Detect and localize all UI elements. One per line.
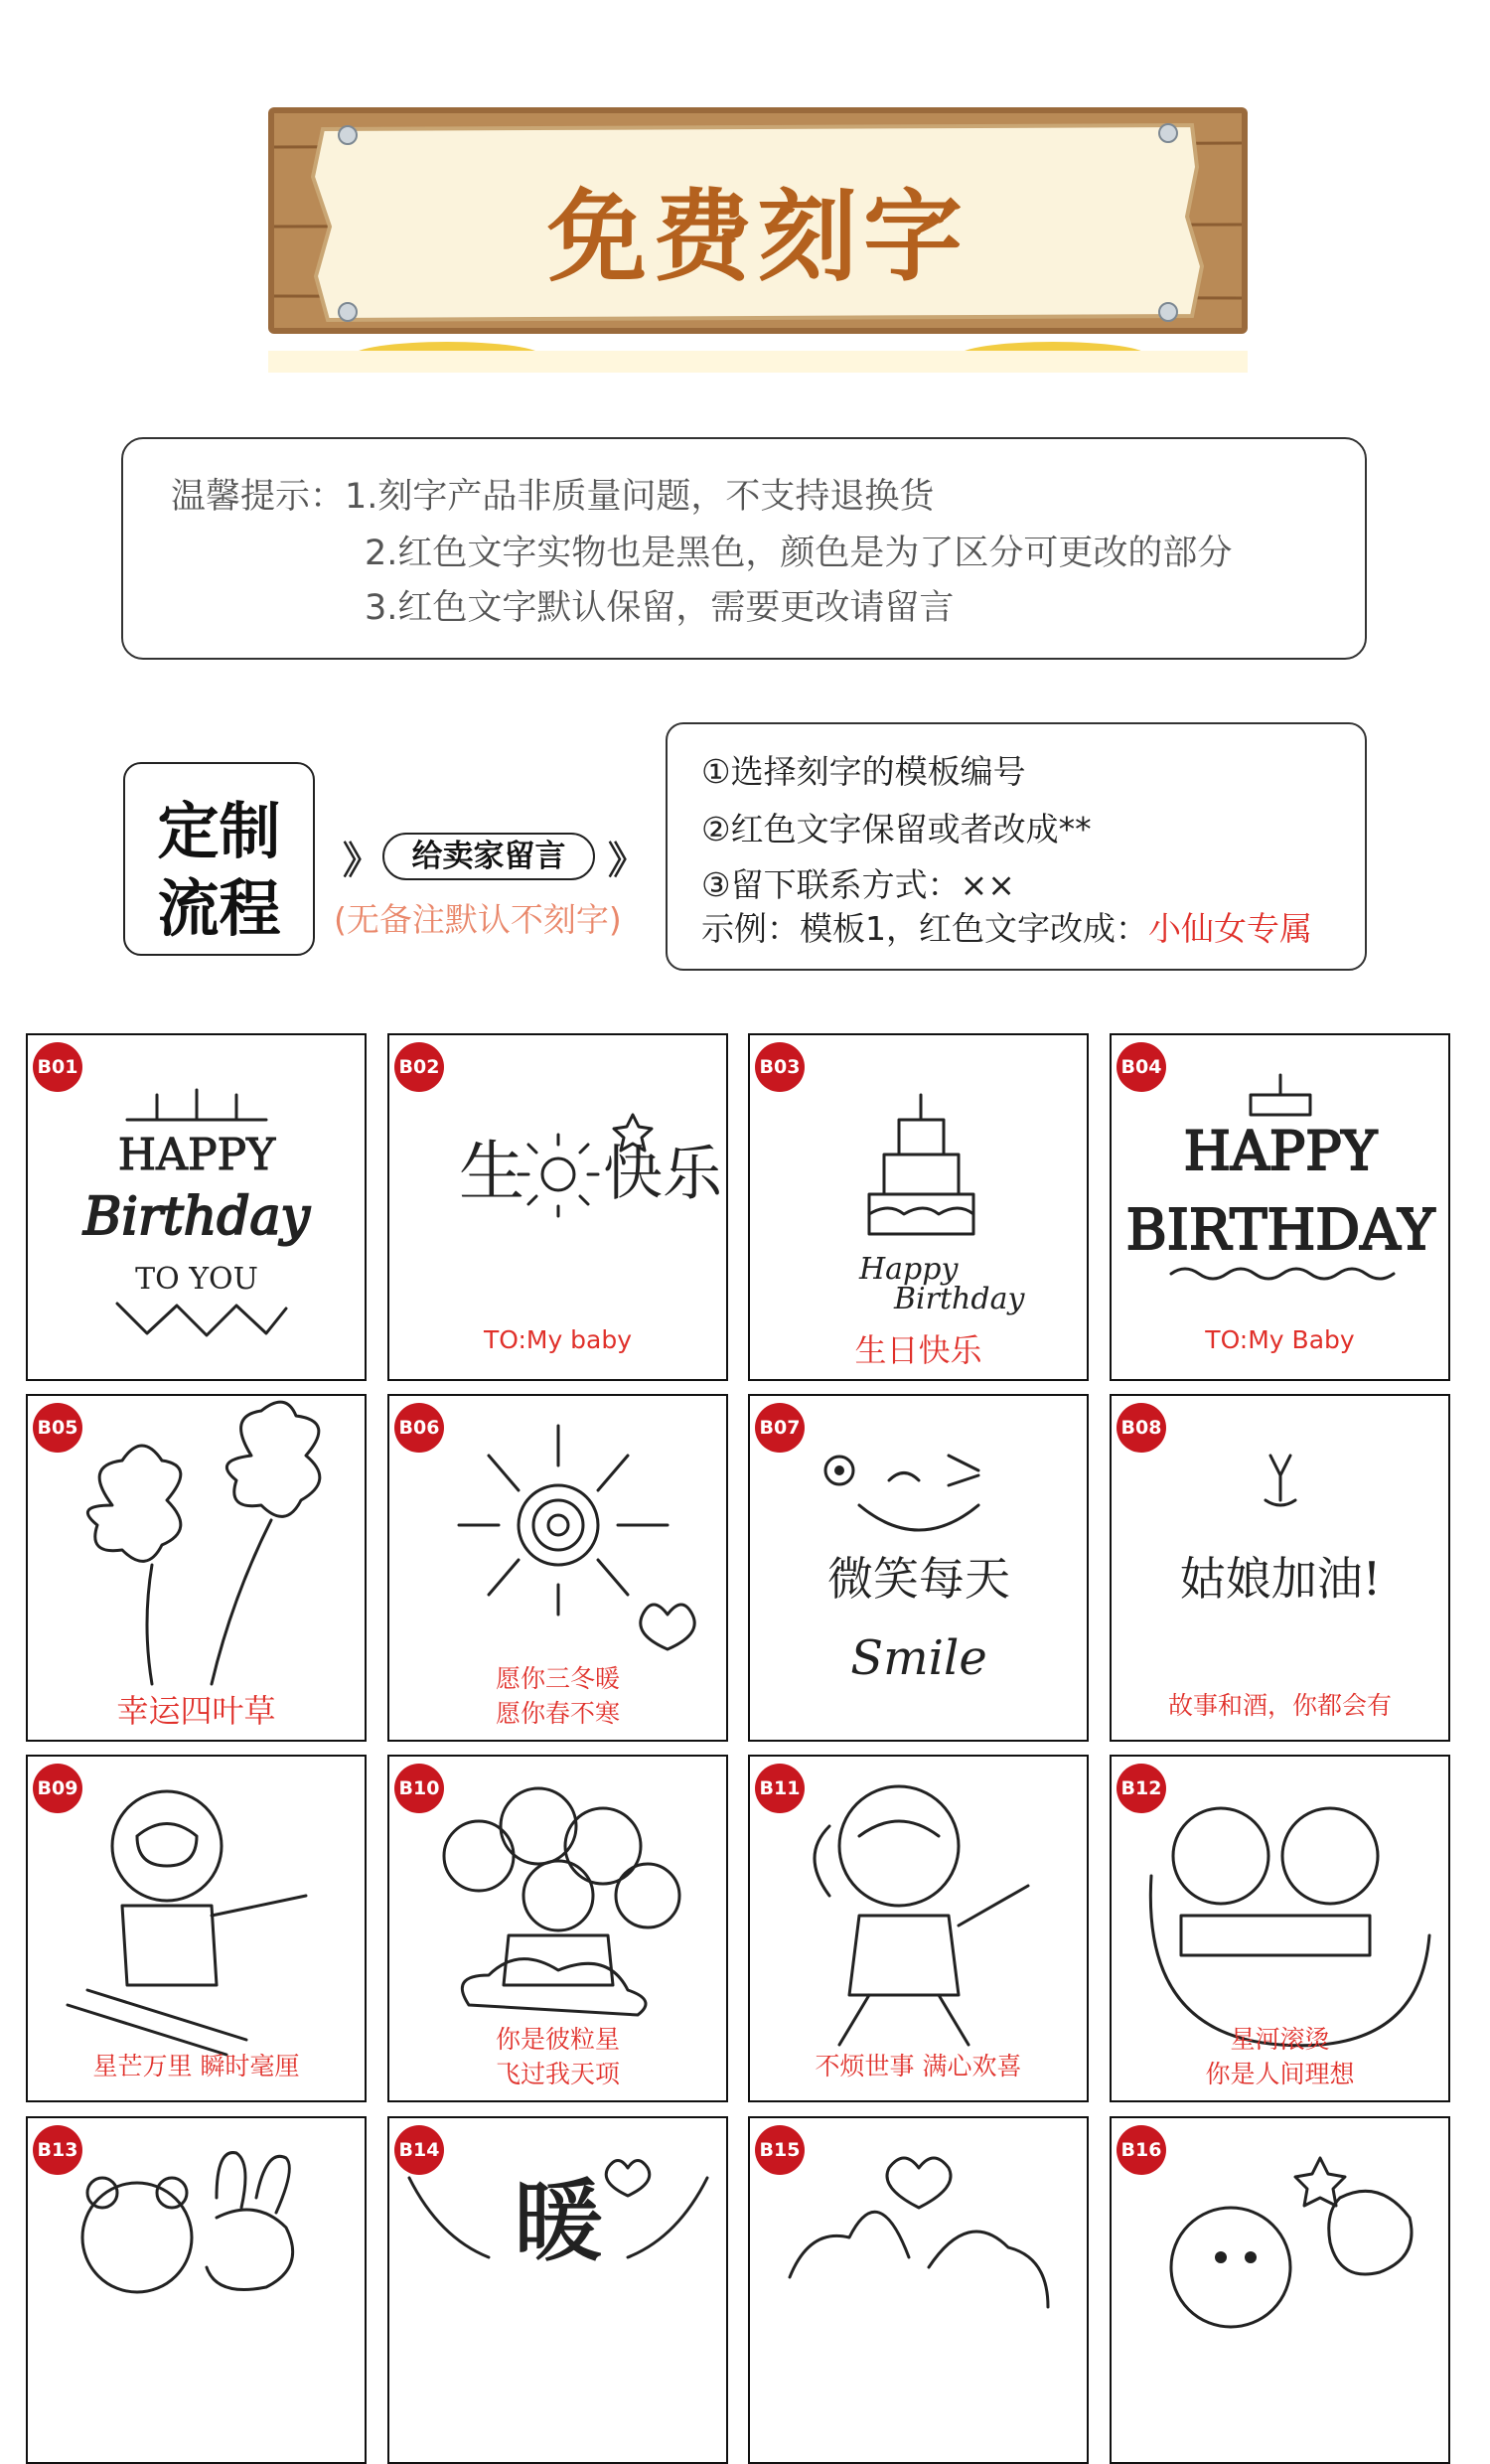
template-card-b12[interactable]	[1110, 1755, 1450, 2102]
template-caption: 幸运四叶草	[116, 1692, 276, 1730]
notice-line-2: 2.红色文字实物也是黑色，颜色是为了区分可更改的部分	[365, 534, 1233, 573]
template-caption-2: 飞过我天项	[495, 2060, 620, 2088]
template-card-b05[interactable]	[26, 1394, 367, 1742]
template-caption-2: 愿你春不寒	[495, 1699, 620, 1728]
svg-text:Birthday: Birthday	[83, 1187, 310, 1247]
svg-text:BIRTHDAY: BIRTHDAY	[1125, 1198, 1435, 1263]
banner	[268, 107, 1248, 376]
template-code-badge: B07	[755, 1403, 805, 1453]
example-line	[701, 903, 1312, 950]
template-caption: 不烦世事 满心欢喜	[815, 2052, 1022, 2080]
template-caption: 你是彼粒星	[495, 2025, 620, 2054]
svg-text:Happy: Happy	[859, 1252, 959, 1287]
notice-box	[121, 437, 1367, 660]
template-illustration	[1112, 2118, 1448, 2462]
template-card-b15[interactable]	[748, 2116, 1089, 2464]
template-illustration	[28, 1035, 365, 1379]
template-code-badge: B14	[394, 2125, 444, 2175]
svg-text:姑娘加油!: 姑娘加油!	[1179, 1552, 1382, 1606]
svg-text:微笑每天: 微笑每天	[827, 1552, 1010, 1606]
message-seller-button[interactable]: 给卖家留言	[382, 833, 595, 880]
template-caption: 愿你三冬暖	[495, 1664, 620, 1693]
svg-text:HAPPY: HAPPY	[1183, 1120, 1378, 1182]
banner-title: 免费刻字	[547, 179, 968, 295]
template-caption: TO:My Baby	[1205, 1325, 1355, 1354]
template-caption: 故事和酒，你都会有	[1167, 1691, 1392, 1720]
step-1: ①选择刻字的模板编号	[701, 752, 1026, 791]
template-illustration	[389, 2118, 726, 2462]
template-illustration	[750, 2118, 1087, 2462]
example-value: 小仙女专属	[1148, 909, 1312, 948]
template-code-badge: B12	[1117, 1764, 1166, 1813]
svg-text:快乐: 快乐	[603, 1140, 722, 1209]
svg-text:Smile: Smile	[850, 1630, 987, 1686]
template-card-b01[interactable]	[26, 1033, 367, 1381]
svg-text:TO YOU: TO YOU	[135, 1262, 258, 1297]
template-code-badge: B08	[1117, 1403, 1166, 1453]
template-card-b02[interactable]	[387, 1033, 728, 1381]
template-card-b11[interactable]	[748, 1755, 1089, 2102]
template-card-b16[interactable]	[1110, 2116, 1450, 2464]
art-text: HAPPY	[117, 1130, 276, 1180]
template-code-badge: B13	[33, 2125, 82, 2175]
template-caption: 生日快乐	[854, 1331, 982, 1369]
template-code-badge: B04	[1117, 1042, 1166, 1092]
svg-text:暖: 暖	[514, 2170, 603, 2274]
template-caption: 星芒万里 瞬时毫厘	[92, 2052, 300, 2080]
step-3: ③留下联系方式：××	[701, 865, 1015, 904]
template-code-badge: B16	[1117, 2125, 1166, 2175]
template-card-b10[interactable]	[387, 1755, 728, 2102]
message-note: (无备注默认不刻字)	[334, 900, 622, 939]
template-card-b08[interactable]	[1110, 1394, 1450, 1742]
svg-text:Birthday: Birthday	[894, 1282, 1025, 1316]
arrow-icon: 》	[343, 839, 381, 882]
template-caption: 星河滚烫	[1230, 2025, 1330, 2054]
template-code-badge: B05	[33, 1403, 82, 1453]
template-code-badge: B10	[394, 1764, 444, 1813]
svg-text:生: 生	[459, 1134, 524, 1210]
template-card-b09[interactable]	[26, 1755, 367, 2102]
template-card-b04[interactable]	[1110, 1033, 1450, 1381]
template-card-b14[interactable]	[387, 2116, 728, 2464]
template-card-b03[interactable]	[748, 1033, 1089, 1381]
process-title-line-1: 定制	[157, 795, 281, 867]
template-illustration	[750, 1396, 1087, 1740]
process-title-box	[123, 762, 315, 956]
notice-line-3: 3.红色文字默认保留，需要更改请留言	[365, 588, 955, 628]
notice-line-1: 温馨提示：1.刻字产品非质量问题，不支持退换货	[171, 477, 935, 517]
template-card-b13[interactable]	[26, 2116, 367, 2464]
process-title-line-2: 流程	[157, 872, 281, 945]
arrow-icon: 》	[608, 839, 647, 882]
template-code-badge: B09	[33, 1764, 82, 1813]
example-prefix: 示例：模板1，红色文字改成：	[701, 909, 1148, 948]
template-code-badge: B02	[394, 1042, 444, 1092]
template-code-badge: B03	[755, 1042, 805, 1092]
template-caption-2: 你是人间理想	[1205, 2060, 1355, 2088]
template-code-badge: B11	[755, 1764, 805, 1813]
template-illustration	[28, 2118, 365, 2462]
step-2: ②红色文字保留或者改成**	[701, 810, 1092, 848]
template-card-b07[interactable]	[748, 1394, 1089, 1742]
template-code-badge: B01	[33, 1042, 82, 1092]
template-card-b06[interactable]	[387, 1394, 728, 1742]
template-caption: TO:My baby	[483, 1325, 633, 1354]
template-code-badge: B15	[755, 2125, 805, 2175]
steps-box	[666, 722, 1367, 971]
template-code-badge: B06	[394, 1403, 444, 1453]
